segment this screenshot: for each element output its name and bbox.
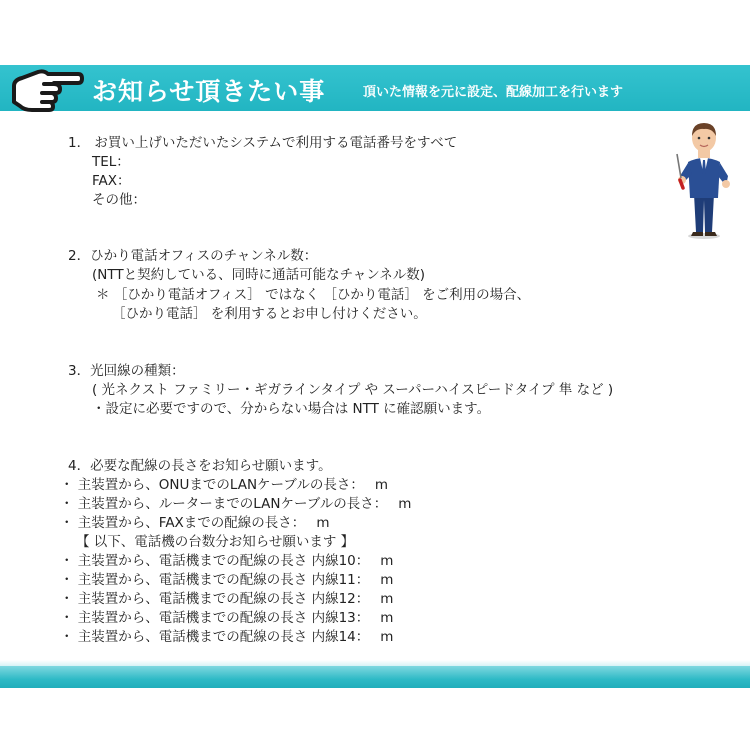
- section1-heading: 1． お買い上げいただいたシステムで利用する電話番号をすべて: [68, 135, 458, 151]
- section2-note-3: ［ひかり電話］ を利用するとお申し付けください。: [112, 306, 427, 322]
- footer-bar: [0, 666, 750, 688]
- other-field-label: その他：: [92, 192, 146, 208]
- wiring-item-ext10: ・ 主装置から、電話機までの配線の長さ 内線10： m: [60, 553, 394, 569]
- section4-heading: 4．必要な配線の長さをお知らせ願います。: [68, 458, 332, 474]
- wiring-item-ext13: ・ 主装置から、電話機までの配線の長さ 内線13： m: [60, 610, 394, 626]
- wiring-item-ext12: ・ 主装置から、電話機までの配線の長さ 内線12： m: [60, 591, 394, 607]
- wiring-item-ext14: ・ 主装置から、電話機までの配線の長さ 内線14： m: [60, 629, 394, 645]
- extension-note: 【 以下、電話機の台数分お知らせ願います 】: [76, 534, 355, 550]
- section3-note-1: ( 光ネクスト ファミリー・ギガラインタイプ や スーパーハイスピードタイプ 隼 など ): [92, 382, 614, 398]
- page-subtitle: 頂いた情報を元に設定、配線加工を行います: [363, 85, 624, 100]
- wiring-item-fax: ・ 主装置から、FAXまでの配線の長さ： m: [60, 515, 330, 531]
- section2-heading: 2．ひかり電話オフィスのチャンネル数：: [68, 248, 318, 264]
- section3-note-2: ・設定に必要ですので、分からない場合は NTT に確認願います。: [92, 401, 491, 417]
- wiring-item-onu: ・ 主装置から、ONUまでのLANケーブルの長さ： m: [60, 477, 389, 493]
- section3-heading: 3．光回線の種類：: [68, 363, 185, 379]
- section2-note-2: ＊ ［ひかり電話オフィス］ ではなく ［ひかり電話］ をご利用の場合、: [96, 287, 531, 303]
- wiring-item-ext11: ・ 主装置から、電話機までの配線の長さ 内線11： m: [60, 572, 394, 588]
- section2-note-1: (NTTと契約している、同時に通話可能なチャンネル数): [92, 267, 426, 283]
- page-title: お知らせ頂きたい事: [92, 77, 326, 106]
- tel-field-label: TEL：: [92, 154, 130, 170]
- wiring-item-router: ・ 主装置から、ルーターまでのLANケーブルの長さ： m: [60, 496, 412, 512]
- fax-field-label: FAX：: [92, 173, 131, 189]
